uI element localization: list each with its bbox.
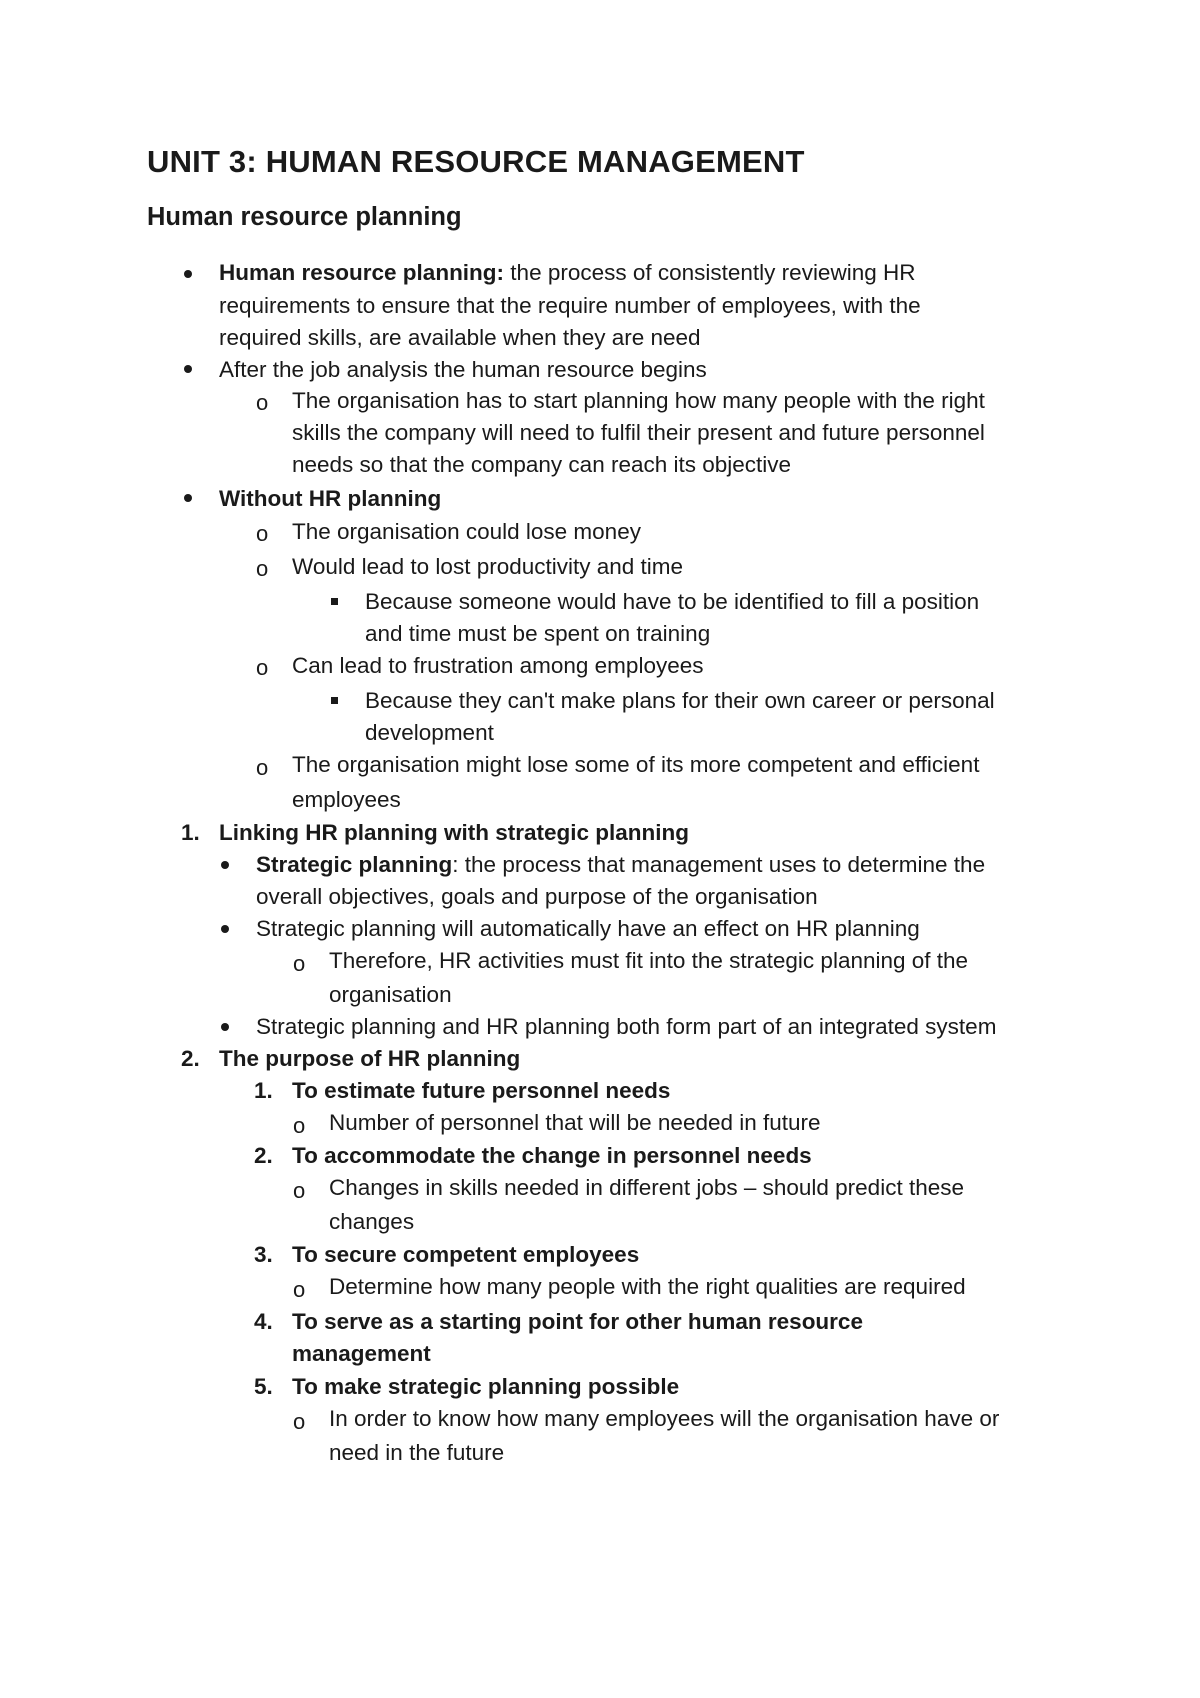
bullet-dot-icon (184, 365, 192, 373)
list-item-line: The organisation has to start planning how many people with the right (292, 388, 985, 413)
circle-marker-icon: o (256, 390, 269, 415)
list-number: 5. (254, 1374, 273, 1399)
numbered-heading: To estimate future personnel needs (292, 1078, 671, 1103)
list-item: Strategic planning will automatically have an effect on HR planning (256, 916, 920, 941)
list-number: 1. (181, 820, 200, 845)
circle-marker-icon: o (293, 1409, 306, 1434)
list-number: 4. (254, 1309, 273, 1334)
definition: : the process that management uses to determine the (452, 852, 986, 877)
list-item-line: In order to know how many employees will the organisation have or (329, 1406, 1000, 1431)
list-item-line: Can lead to frustration among employees (292, 653, 704, 678)
list-item-line: Number of personnel that will be needed in future (329, 1110, 821, 1135)
page-title: UNIT 3: HUMAN RESOURCE MANAGEMENT (147, 144, 805, 179)
list-number: 1. (254, 1078, 273, 1103)
list-item-line: development (365, 720, 494, 745)
bullet-dot-icon (221, 861, 229, 869)
circle-marker-icon: o (293, 1178, 306, 1203)
list-item-line: Changes in skills needed in different jobs – should predict these (329, 1175, 964, 1200)
numbered-heading-line: management (292, 1341, 431, 1366)
circle-marker-icon: o (256, 655, 269, 680)
definition: the process of consistently reviewing HR (504, 260, 916, 285)
numbered-heading: To make strategic planning possible (292, 1374, 680, 1399)
list-item-line: changes (329, 1209, 415, 1234)
list-item: Strategic planning and HR planning both form part of an integrated system (256, 1014, 997, 1039)
circle-marker-icon: o (256, 556, 269, 581)
list-item-line: required skills, are available when they are need (219, 325, 701, 350)
list-number: 2. (181, 1046, 200, 1071)
list-item-line: Because someone would have to be identified to fill a position (365, 589, 980, 614)
list-item-line: requirements to ensure that the require number of employees, with the (219, 293, 921, 318)
list-number: 2. (254, 1143, 273, 1168)
list-item-line: overall objectives, goals and purpose of the organisation (256, 884, 818, 909)
circle-marker-icon: o (256, 521, 269, 546)
list-item-line: organisation (329, 982, 452, 1007)
list-item: Without HR planning (219, 486, 442, 511)
term: Strategic planning (256, 852, 453, 877)
circle-marker-icon: o (293, 951, 306, 976)
list-item-line: Because they can't make plans for their own career or personal (365, 688, 995, 713)
list-item-line: Therefore, HR activities must fit into the strategic planning of the (329, 948, 969, 973)
list-item-line: Would lead to lost productivity and time (292, 554, 684, 579)
numbered-heading: To secure competent employees (292, 1242, 640, 1267)
square-bullet-icon (331, 598, 338, 605)
list-item-line: and time must be spent on training (365, 621, 711, 646)
circle-marker-icon: o (293, 1277, 306, 1302)
bullet-dot-icon (221, 1023, 229, 1031)
list-item-line: skills the company will need to fulfil their present and future personnel (292, 420, 985, 445)
bullet-dot-icon (184, 270, 192, 278)
numbered-heading: To accommodate the change in personnel needs (292, 1143, 812, 1168)
list-item-line: employees (292, 787, 401, 812)
square-bullet-icon (331, 697, 338, 704)
list-item-line: The organisation could lose money (292, 519, 641, 544)
list-item (256, 851, 985, 879)
list-item (219, 259, 915, 287)
bullet-dot-icon (221, 925, 229, 933)
numbered-heading: To serve as a starting point for other human resource (292, 1309, 863, 1334)
list-item-line: Determine how many people with the right qualities are required (329, 1274, 966, 1299)
term: Human resource planning: (219, 260, 505, 285)
bullet-dot-icon (184, 494, 192, 502)
circle-marker-icon: o (256, 755, 269, 780)
list-number: 3. (254, 1242, 273, 1267)
circle-marker-icon: o (293, 1113, 306, 1138)
numbered-heading: The purpose of HR planning (219, 1046, 521, 1071)
numbered-heading: Linking HR planning with strategic planning (219, 820, 689, 845)
list-item-line: The organisation might lose some of its more competent and efficient (292, 752, 980, 777)
list-item-line: needs so that the company can reach its objective (292, 452, 792, 477)
list-item-line: need in the future (329, 1440, 505, 1465)
section-heading: Human resource planning (147, 203, 462, 231)
list-item: After the job analysis the human resource begins (219, 357, 707, 382)
